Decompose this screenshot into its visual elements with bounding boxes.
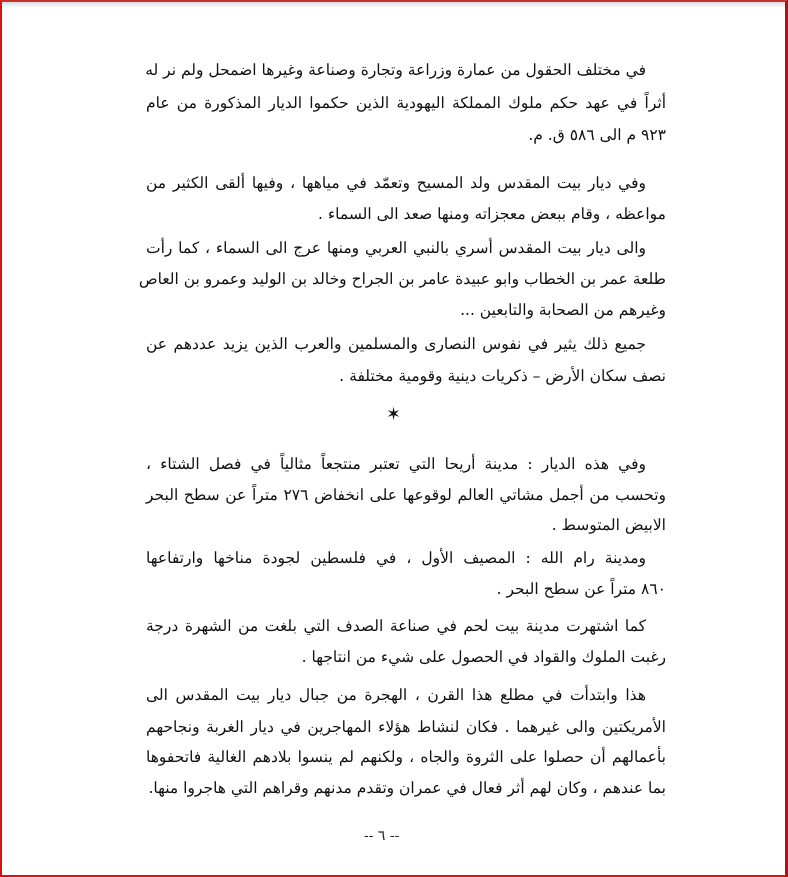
paragraph-8-line: الأمريكتين والى غيرهما . فكان لنشاط هؤلاء المهاجرين في ديار الغربة ونجاحهم [146,718,666,736]
page-number: -- ٦ -- [364,828,400,844]
section-separator-star: ✶ [386,404,402,425]
paragraph-8-line: بما عندهم ، وكان لهم أثر فعال في عمران وتقدم مدنهم وقراهم التي هاجروا منها. [148,779,666,797]
paragraph-3-line: طلعة عمر بن الخطاب وابو عبيدة عامر بن الجراح وخالد بن الوليد وعمرو بن العاص [138,270,666,288]
paragraph-5-line: الابيض المتوسط . [551,516,666,534]
paragraph-1-line: في مختلف الحقول من عمارة وزراعة وتجارة وصناعة وغيرها اضمحل ولم نر له [145,61,646,79]
paragraph-3-line: وغيرهم من الصحابة والتابعين ... [460,301,666,319]
paragraph-1-line: أثراً في عهد حكم ملوك المملكة اليهودية الذين حكموا الديار المذكورة من عام [146,94,666,112]
paragraph-7-line: رغبت الملوك والقواد في الحصول على شيء من انتاجها . [301,648,666,666]
paragraph-6-line: ٨٦٠ متراً عن سطح البحر . [496,580,666,598]
paragraph-8-line: هذا وابتدأت في مطلع هذا القرن ، الهجرة من جبال ديار بيت المقدس الى [146,686,646,704]
paragraph-1-line: ٩٢٣ م الى ٥٨٦ ق. م. [528,126,666,144]
window-top-edge [2,2,785,8]
paragraph-2-line: وفي ديار بيت المقدس ولد المسيح وتعمّد في مياهها ، وفيها ألقى الكثير من [146,174,646,192]
paragraph-4-line: نصف سكان الأرض – ذكريات دينية وقومية مختلفة . [339,367,666,385]
paragraph-7-line: كما اشتهرت مدينة بيت لحم في صناعة الصدف التي بلغت من الشهرة درجة [146,617,646,635]
paragraph-6-line: ومدينة رام الله : المصيف الأول ، في فلسطين لجودة مناخها وارتفاعها [146,549,646,567]
paragraph-4-line: جميع ذلك يثير في نفوس النصارى والمسلمين والعرب الذين يزيد عددهم عن [146,335,646,353]
paragraph-3-line: والى ديار بيت المقدس أسري بالنبي العربي ومنها عرج الى السماء ، كما رأت [146,239,646,257]
paragraph-5-line: وفي هذه الديار : مدينة أريحا التي تعتبر منتجعاً مثالياً في فصل الشتاء ، [146,455,646,473]
paragraph-8-line: بأعمالهم أن حصلوا على الثروة والجاه ، ولكنهم لم ينسوا بلادهم الغالية فاتحفوها [146,748,666,766]
paragraph-5-line: وتحسب من أجمل مشاتي العالم لوقوعها على انخفاض ٢٧٦ متراً عن سطح البحر [146,486,666,504]
paragraph-2-line: مواعظه ، وقام ببعض معجزاته ومنها صعد الى السماء . [318,205,666,223]
